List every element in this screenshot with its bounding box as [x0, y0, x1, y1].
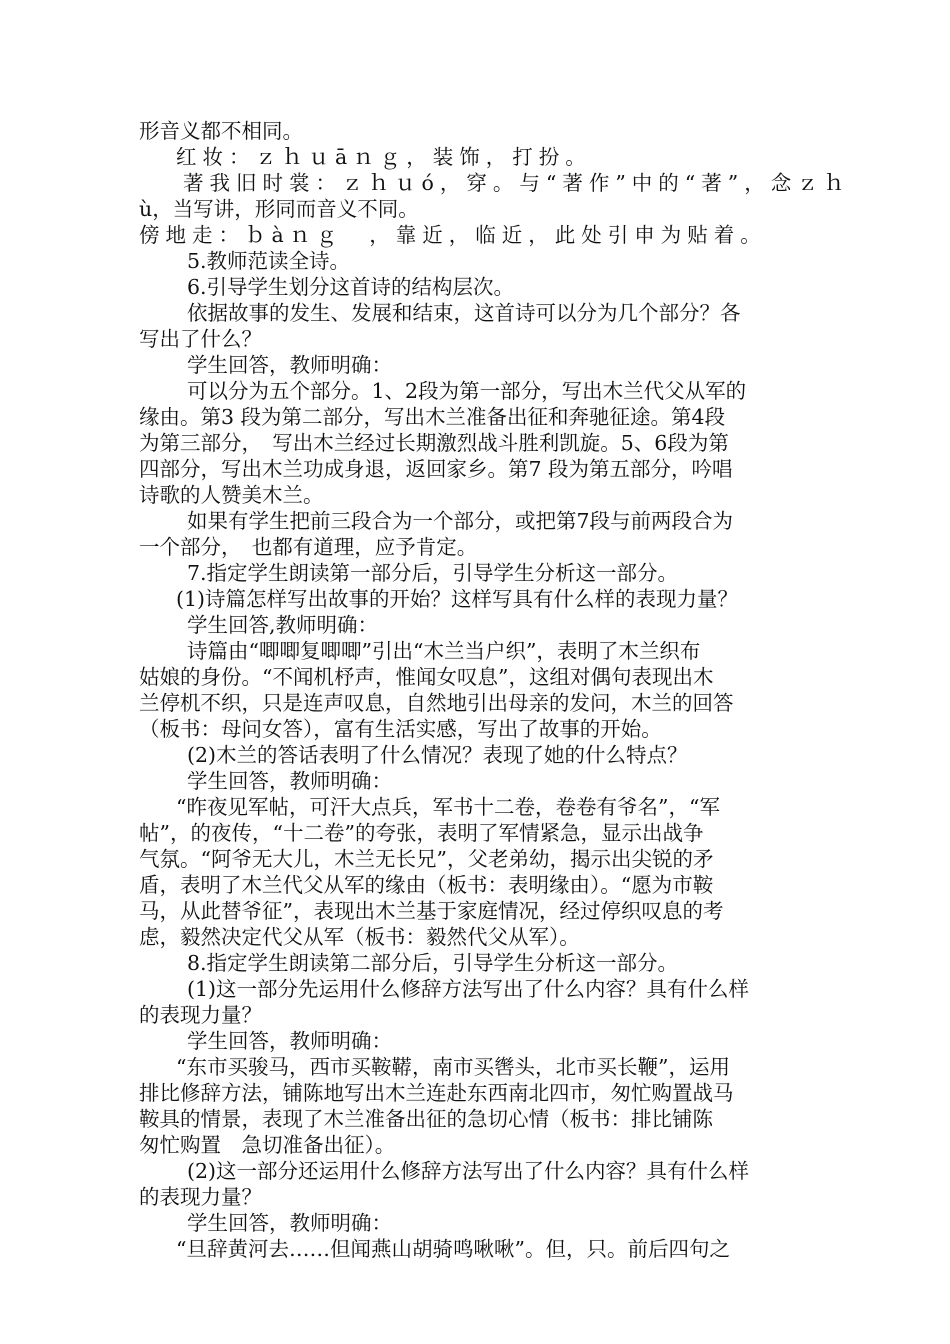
text-line: 学生回答,教师明确： [187, 613, 379, 637]
text-line: 盾，表明了木兰代父从军的缘由（板书：表明缘由）。“愿为市鞍 [139, 873, 714, 897]
text-line: 依据故事的发生、发展和结束，这首诗可以分为几个部分？各 [187, 301, 741, 325]
text-line: 5.教师范读全诗。 [187, 249, 351, 273]
text-line: 学生回答，教师明确： [187, 1211, 392, 1235]
text-line: 可以分为五个部分。1、2段为第一部分，写出木兰代父从军的 [187, 379, 747, 403]
text-line: 气氛。“阿爷无大儿，木兰无长兄”，父老弟幼，揭示出尖锐的矛 [139, 847, 714, 871]
text-line: 马，从此替爷征”，表现出木兰基于家庭情况，经过停织叹息的考 [139, 899, 724, 923]
text-line: “东市买骏马，西市买鞍鞯，南市买辔头，北市买长鞭”，运用 [176, 1055, 730, 1079]
text-line: 兰停机不织，只是连声叹息，自然地引出母亲的发问，木兰的回答 [139, 691, 734, 715]
text-line: 8.指定学生朗读第二部分后，引导学生分析这一部分。 [187, 951, 679, 975]
text-line: 帖”，的夜传，“十二卷”的夸张，表明了军情紧急，显示出战争 [139, 821, 704, 845]
text-line: 著我旧时裳：ｚｈｕó，穿。与“著作”中的“著”，念ｚｈ [183, 171, 851, 195]
text-line: （板书：母问女答），富有生活实感，写出了故事的开始。 [139, 717, 662, 741]
text-line: 缘由。第3 段为第二部分，写出木兰准备出征和奔驰征途。第4段 [139, 405, 726, 429]
text-line: 虑，毅然决定代父从军（板书：毅然代父从军）。 [139, 925, 580, 949]
text-line: 7.指定学生朗读第一部分后，引导学生分析这一部分。 [187, 561, 679, 585]
text-line: 为第三部分， 写出木兰经过长期激烈战斗胜利凯旋。5、6段为第 [139, 431, 729, 455]
text-line: ù，当写讲，形同而音义不同。 [139, 197, 419, 221]
text-line: 形音义都不相同。 [139, 119, 303, 143]
text-line: (2)木兰的答话表明了什么情况？表现了她的什么特点？ [187, 743, 688, 767]
text-line: 傍地走：ｂàｎｇ ，靠近，临近，此处引申为贴着。 [139, 223, 767, 247]
text-line: (1)这一部分先运用什么修辞方法写出了什么内容？具有什么样 [187, 977, 750, 1001]
text-line: 的表现力量？ [139, 1185, 262, 1209]
text-line: “旦辞黄河去……但闻燕山胡骑鸣啾啾”。但，只。前后四句之 [176, 1237, 730, 1261]
text-line: 如果有学生把前三段合为一个部分，或把第7段与前两段合为 [187, 509, 734, 533]
text-line: (2)这一部分还运用什么修辞方法写出了什么内容？具有什么样 [187, 1159, 750, 1183]
text-line: (1)诗篇怎样写出故事的开始？这样写具有什么样的表现力量？ [176, 587, 739, 611]
text-line: 姑娘的身份。“不闻机杼声，惟闻女叹息”，这组对偶句表现出木 [139, 665, 714, 689]
text-line: 学生回答，教师明确： [187, 353, 392, 377]
text-line: 匆忙购置 急切准备出征）。 [139, 1133, 396, 1157]
text-line: “昨夜见军帖，可汗大点兵，军书十二卷，卷卷有爷名”，“军 [176, 795, 720, 819]
text-line: 红妆：ｚｈｕāｎｇ，装饰，打扮。 [176, 145, 592, 169]
text-line: 学生回答，教师明确： [187, 1029, 392, 1053]
text-line: 6.引导学生划分这首诗的结构层次。 [187, 275, 515, 299]
text-line: 排比修辞方法，铺陈地写出木兰连赴东西南北四市，匆忙购置战马 [139, 1081, 734, 1105]
text-line: 的表现力量？ [139, 1003, 262, 1027]
text-line: 四部分，写出木兰功成身退，返回家乡。第7 段为第五部分，吟唱 [139, 457, 733, 481]
text-line: 一个部分， 也都有道理，应予肯定。 [139, 535, 478, 559]
text-line: 诗歌的人赞美木兰。 [139, 483, 324, 507]
text-line: 写出了什么？ [139, 327, 262, 351]
text-line: 学生回答，教师明确： [187, 769, 392, 793]
text-line: 鞍具的情景，表现了木兰准备出征的急切心情（板书：排比铺陈 [139, 1107, 713, 1131]
text-line: 诗篇由“唧唧复唧唧”引出“木兰当户织”，表明了木兰织布 [187, 639, 701, 663]
